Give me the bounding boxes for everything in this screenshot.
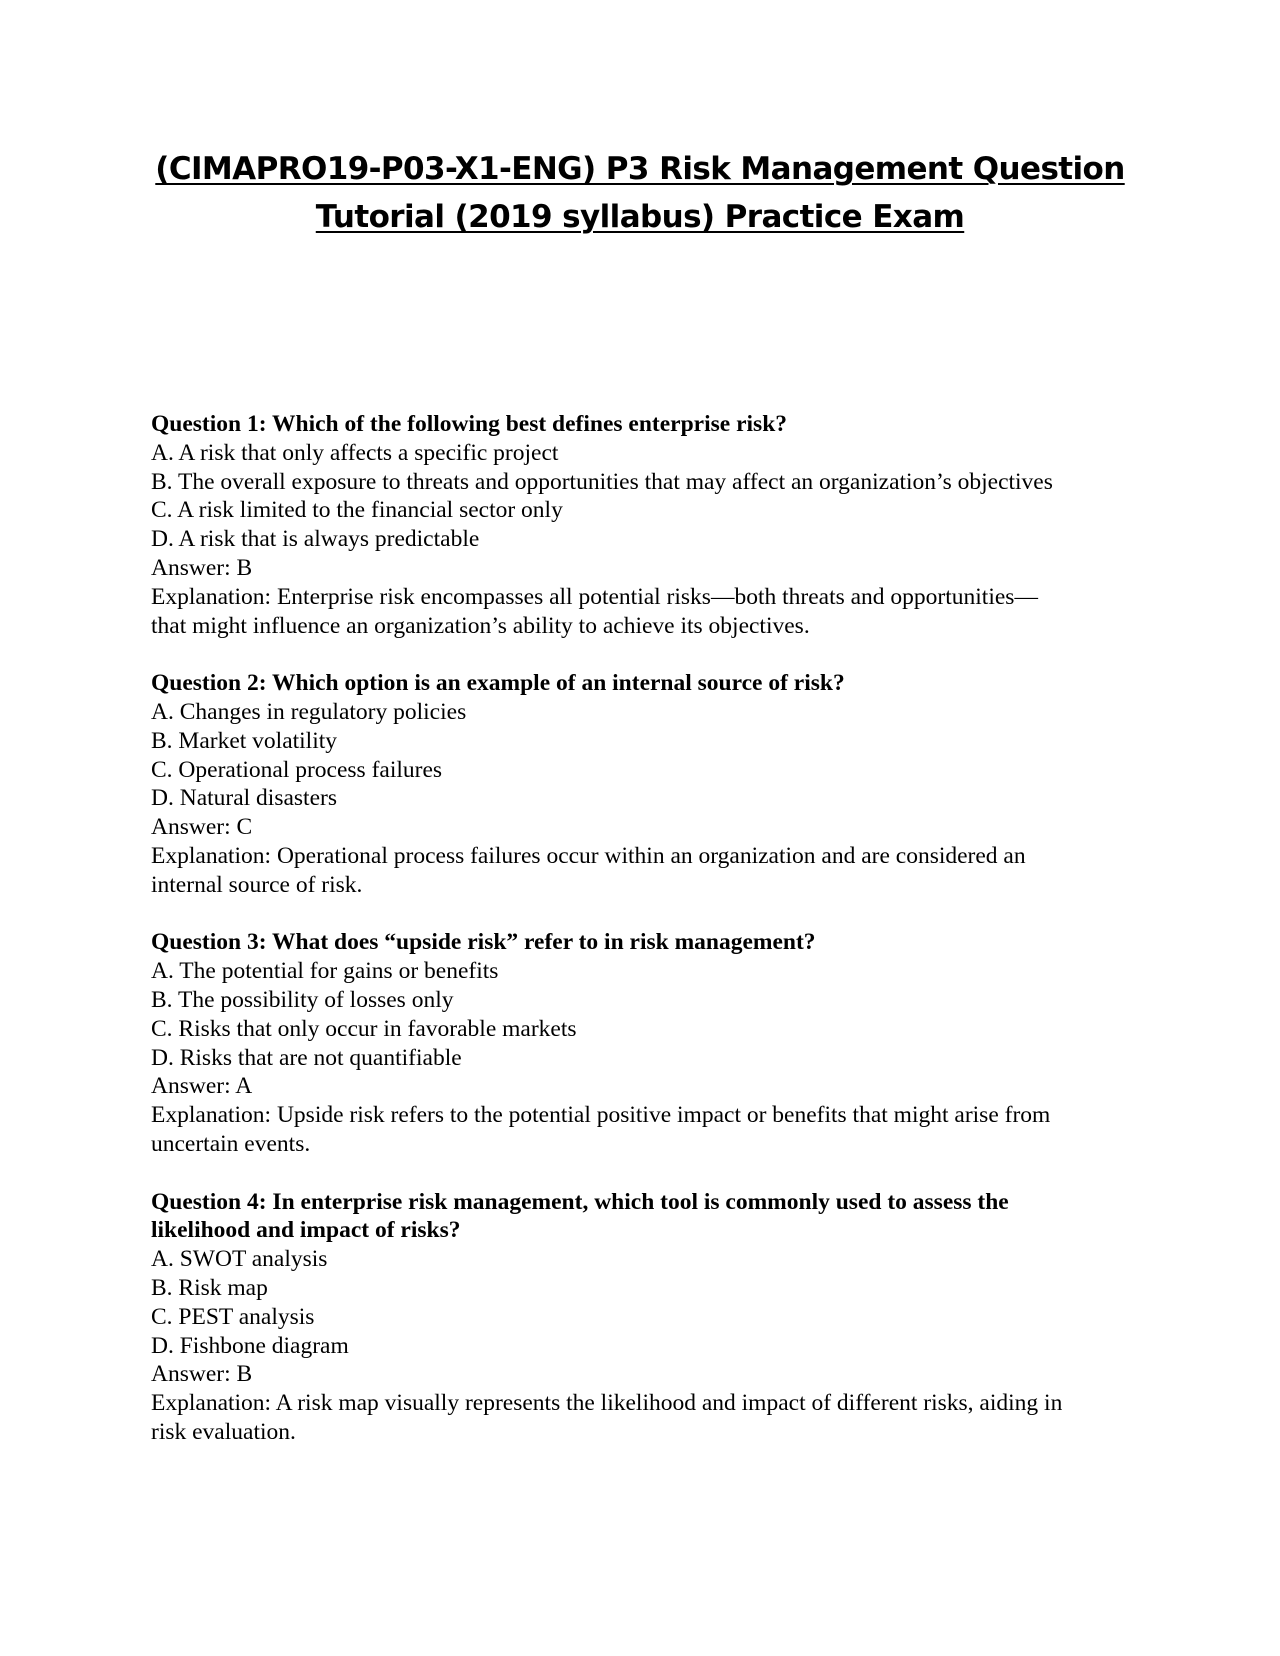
question-2-explanation-line-2: internal source of risk.	[151, 871, 363, 898]
question-2-answer: Answer: C	[151, 814, 253, 841]
question-4-answer: Answer: B	[151, 1361, 253, 1388]
question-1-text: Question 1: Which of the following best defines enterprise risk?	[151, 411, 788, 437]
question-3-option-c: C. Risks that only occur in favorable markets	[151, 1015, 577, 1042]
question-1-explanation-line-1: Explanation: Enterprise risk encompasses all potential risks—both threats and opportunities—	[151, 583, 1038, 610]
question-1-option-d: D. A risk that is always predictable	[151, 526, 480, 553]
document-title	[0, 145, 1280, 241]
question-1-option-a: A. A risk that only affects a specific project	[151, 439, 559, 466]
document-title-line-2: Tutorial (2019 syllabus) Practice Exam	[315, 199, 965, 235]
question-4-explanation-line-1: Explanation: A risk map visually represents the likelihood and impact of different risks, aiding in	[151, 1390, 1063, 1417]
question-3-option-a: A. The potential for gains or benefits	[151, 958, 499, 985]
question-3-text: Question 3: What does “upside risk” refer to in risk management?	[151, 929, 816, 956]
question-4-option-d: D. Fishbone diagram	[151, 1332, 349, 1359]
question-1-answer: Answer: B	[151, 554, 253, 581]
question-4-text-line-2: likelihood and impact of risks?	[151, 1217, 461, 1244]
question-2-option-a: A. Changes in regulatory policies	[151, 698, 467, 725]
question-list	[151, 410, 1161, 1475]
question-2-option-d: D. Natural disasters	[151, 785, 337, 812]
question-3-option-b: B. The possibility of losses only	[151, 986, 454, 1013]
question-1-explanation-line-2: that might influence an organization’s ability to achieve its objectives.	[151, 612, 810, 639]
question-1	[151, 410, 1161, 640]
question-4-text-line-1: Question 4: In enterprise risk management, which tool is commonly used to assess the	[151, 1188, 1009, 1215]
question-3-option-d: D. Risks that are not quantifiable	[151, 1044, 462, 1071]
question-2-option-c: C. Operational process failures	[151, 756, 443, 783]
question-2-explanation-line-1: Explanation: Operational process failures occur within an organization and are considered an	[151, 842, 1026, 869]
question-1-option-c: C. A risk limited to the financial sector only	[151, 497, 563, 524]
question-4-explanation-line-2: risk evaluation.	[151, 1418, 296, 1445]
question-2	[151, 669, 1161, 899]
document-title-line-1: (CIMAPRO19-P03-X1-ENG) P3 Risk Management Question	[155, 151, 1125, 187]
question-4	[151, 1188, 1161, 1447]
question-3-explanation-line-1: Explanation: Upside risk refers to the potential positive impact or benefits that might arise from	[151, 1102, 1051, 1129]
question-4-option-a: A. SWOT analysis	[151, 1246, 328, 1273]
question-3-explanation-line-2: uncertain events.	[151, 1130, 311, 1157]
question-3	[151, 928, 1161, 1158]
question-3-answer: Answer: A	[151, 1073, 253, 1100]
question-4-option-c: C. PEST analysis	[151, 1303, 315, 1330]
question-2-option-b: B. Market volatility	[151, 727, 338, 754]
question-1-option-b: B. The overall exposure to threats and opportunities that may affect an organization’s objectives	[151, 468, 1053, 495]
question-4-option-b: B. Risk map	[151, 1274, 268, 1301]
question-2-text: Question 2: Which option is an example of an internal source of risk?	[151, 670, 845, 697]
